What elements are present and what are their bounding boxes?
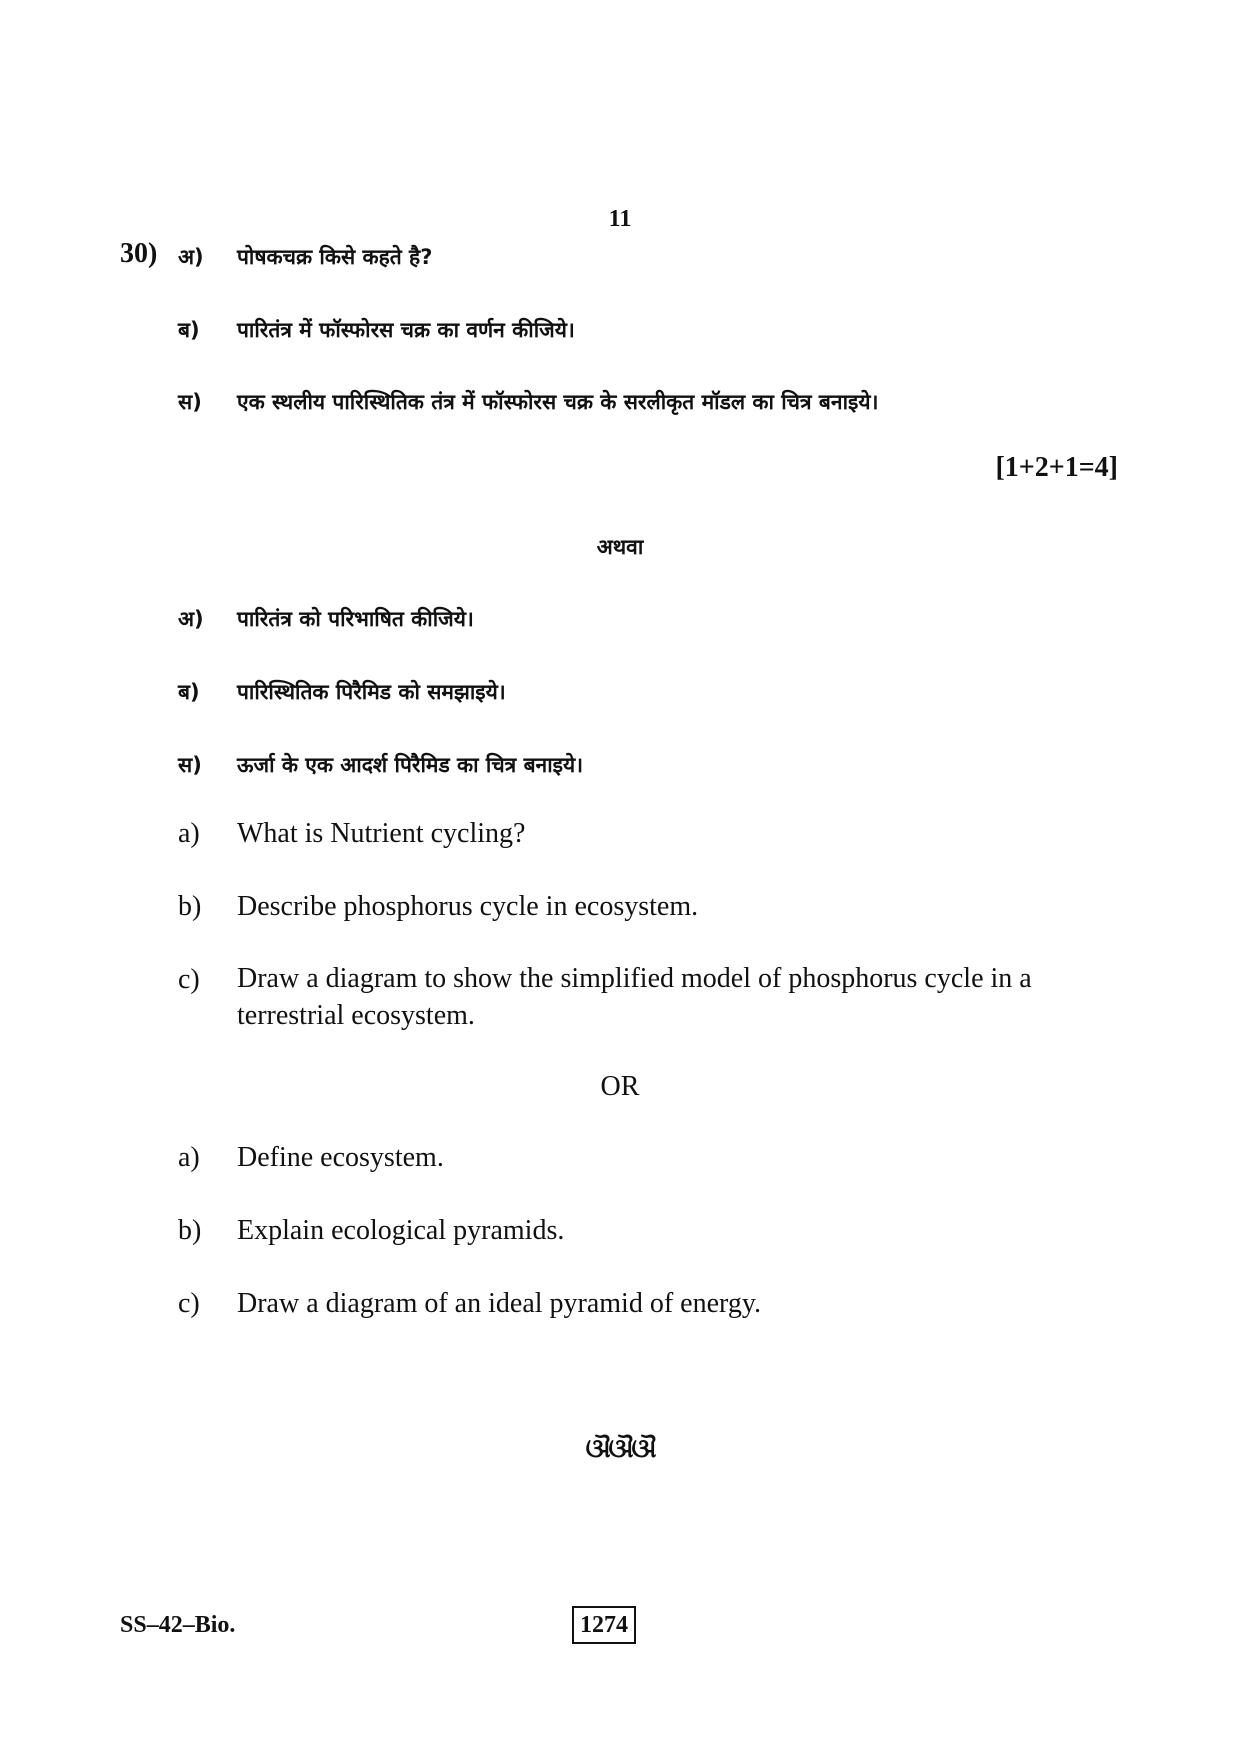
page-number: 11 [608,206,632,232]
hindi-question-a: पोषकचक्र किसे कहते है? [237,245,433,269]
english-alt-question-a: Define ecosystem. [237,1142,444,1173]
hindi-alt-label-b: ब) [178,680,200,704]
english-question-c: Draw a diagram to show the simplified model of phosphorus cycle in a terrestrial ecosystem. [237,963,1032,1031]
hindi-alt-question-b: पारिस्थितिक पिरैमिड को समझाइये। [237,680,506,704]
end-ornament: ଔଔଔ [585,1434,655,1464]
english-label-b: b) [178,891,202,922]
hindi-question-c: एक स्थलीय पारिस्थितिक तंत्र में फॉस्फोरस चक्र के सरलीकृत मॉडल का चित्र बनाइये। [237,390,879,414]
english-alt-question-b: Explain ecological pyramids. [237,1215,565,1246]
hindi-alt-question-c: ऊर्जा के एक आदर्श पिरैमिड का चित्र बनाइये। [237,753,584,777]
english-or-separator: OR [600,1071,640,1102]
english-question-b: Describe phosphorus cycle in ecosystem. [237,891,699,922]
hindi-alt-question-a: पारितंत्र को परिभाषित कीजिये। [237,607,474,631]
english-label-a: a) [178,818,200,849]
page-code-box: 1274 [572,1606,636,1644]
english-question-a: What is Nutrient cycling? [237,818,526,849]
hindi-label-c: स) [178,390,202,414]
hindi-alt-label-c: स) [178,753,202,777]
hindi-label-b: ब) [178,318,200,342]
hindi-question-b: पारितंत्र में फॉस्फोरस चक्र का वर्णन कीजिये। [237,318,575,342]
marks-distribution: [1+2+1=4] [995,452,1118,483]
english-label-c: c) [178,964,200,995]
hindi-or-separator: अथवा [596,535,644,559]
english-alt-label-a: a) [178,1142,200,1173]
hindi-alt-label-a: अ) [178,607,204,631]
hindi-label-a: अ) [178,245,204,269]
english-alt-question-c: Draw a diagram of an ideal pyramid of energy. [237,1288,762,1319]
english-alt-label-c: c) [178,1288,200,1319]
english-alt-label-b: b) [178,1215,202,1246]
paper-code: SS–42–Bio. [120,1612,236,1638]
question-number: 30) [120,238,158,269]
